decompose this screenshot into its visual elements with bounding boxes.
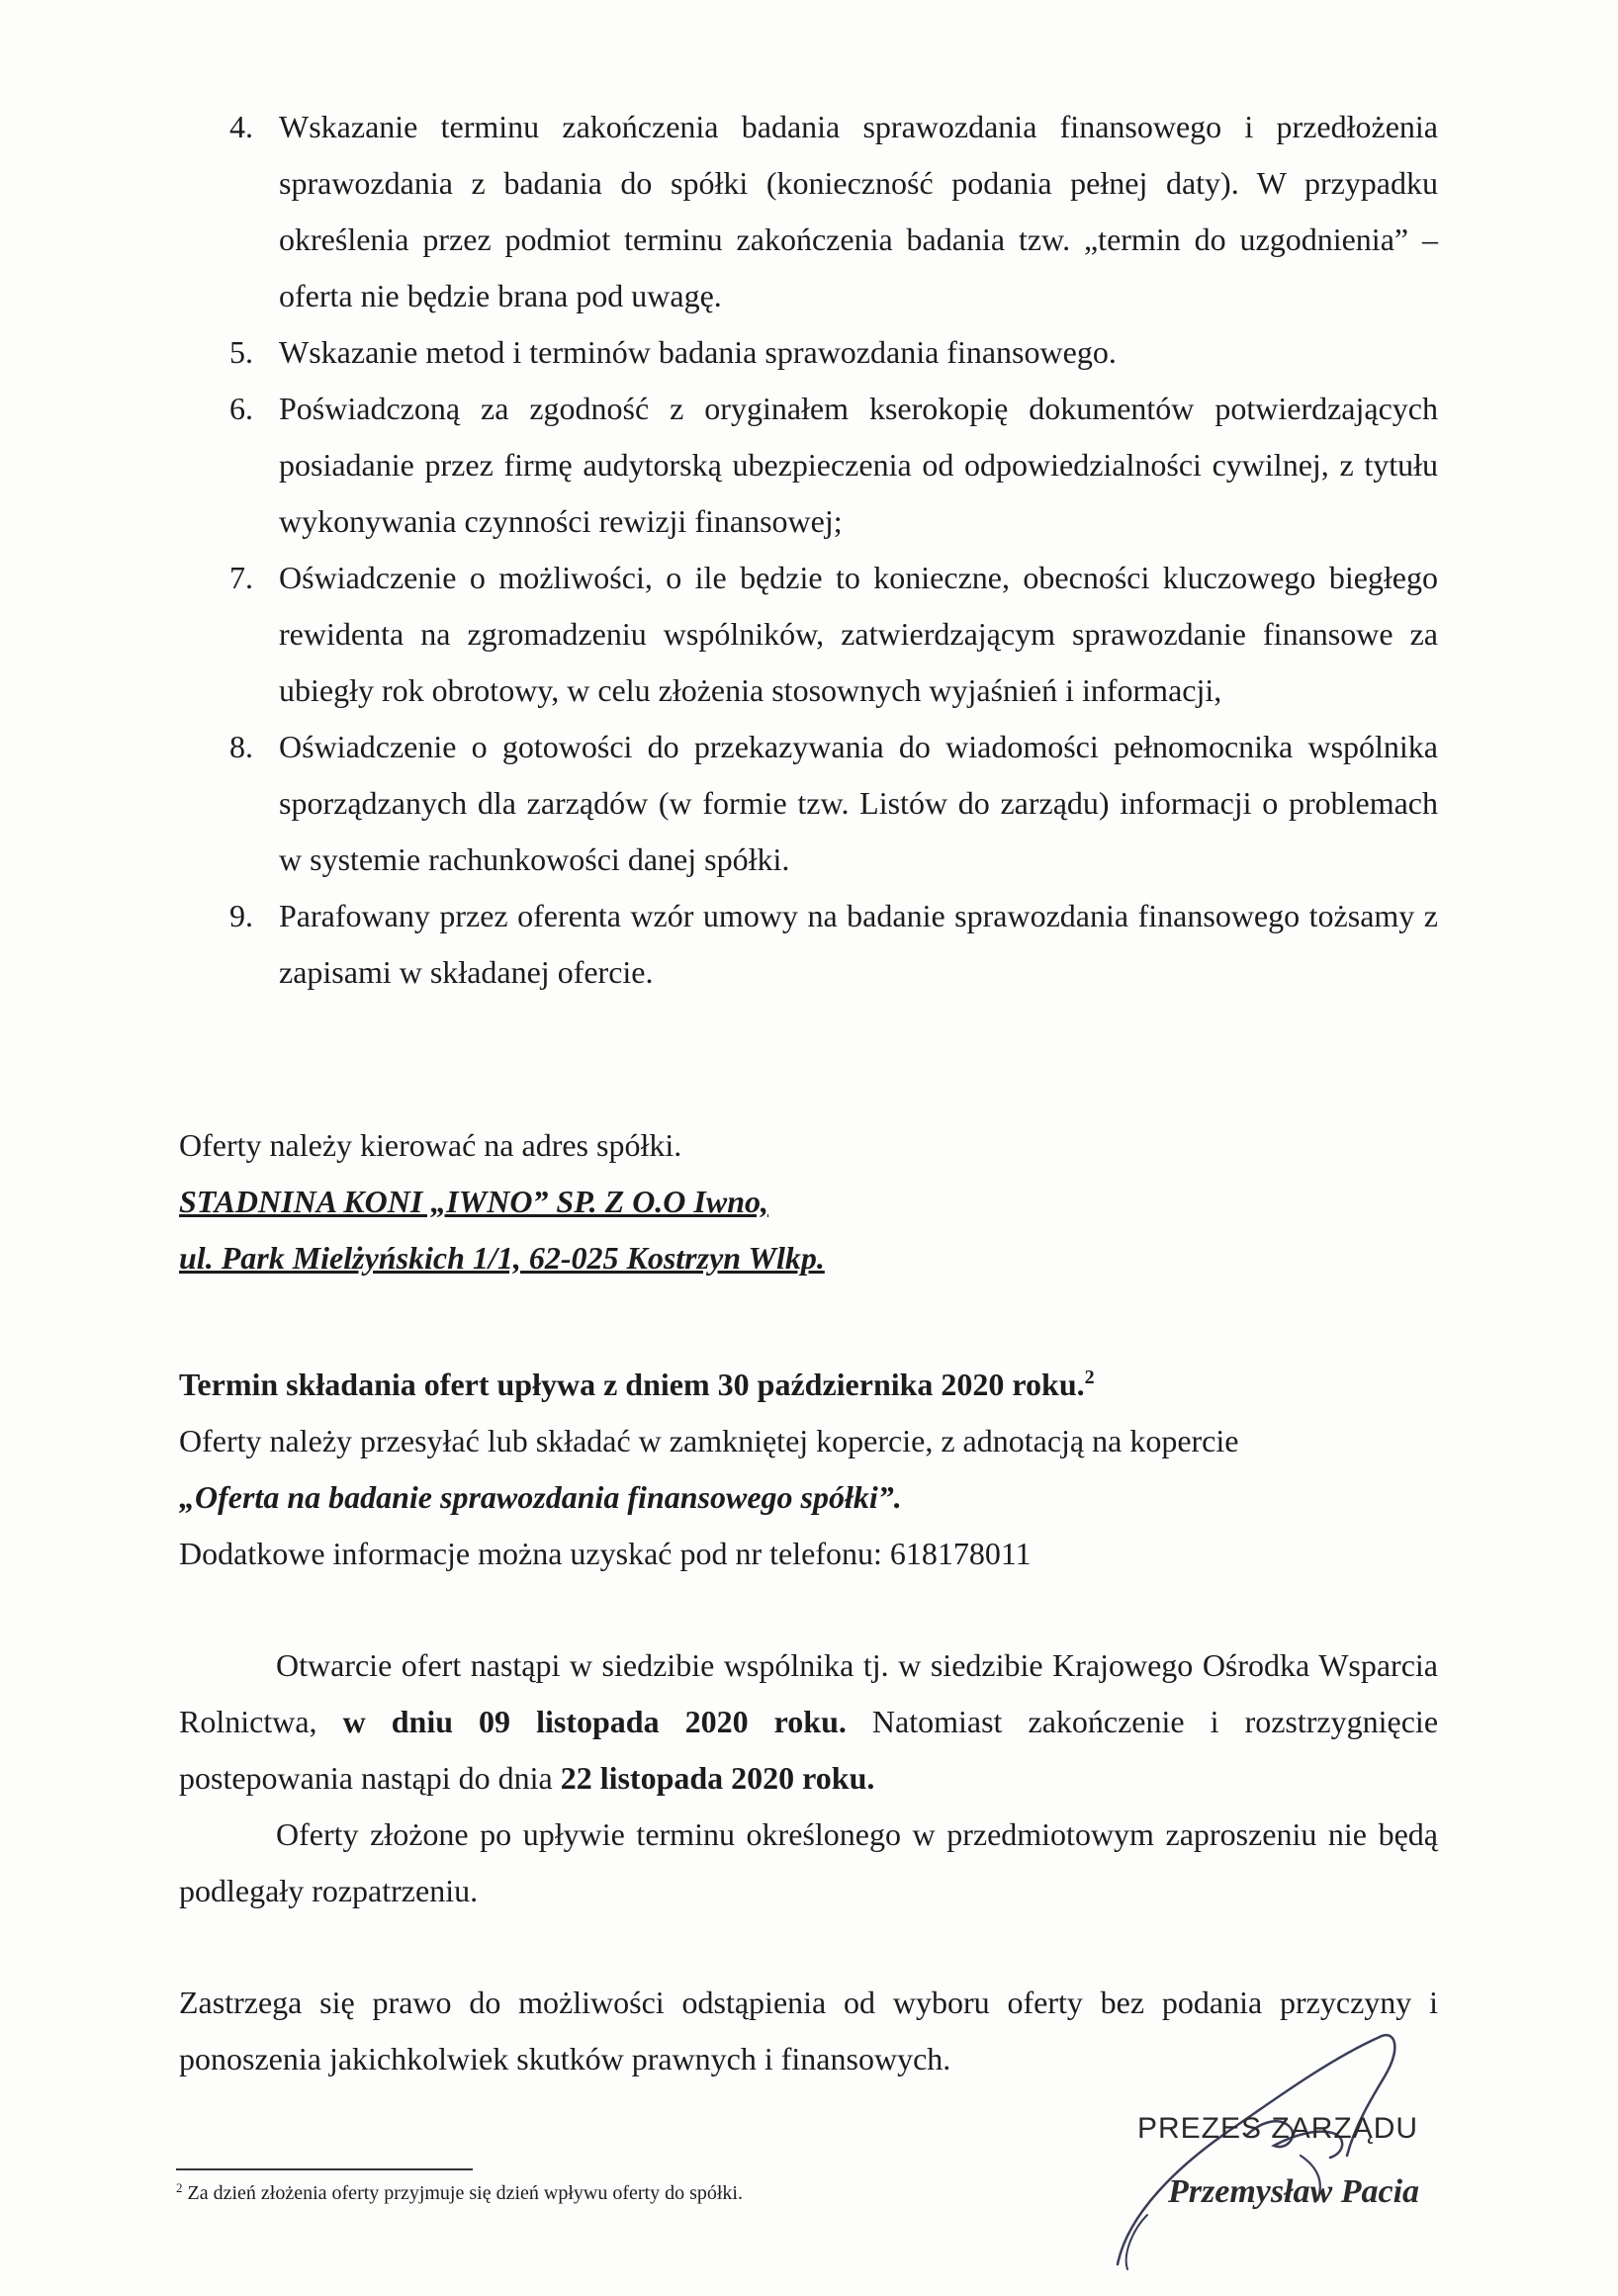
list-item-number: 6. (229, 391, 253, 426)
footnote-divider (176, 2168, 473, 2170)
late-offers-paragraph: Oferty złożone po upływie terminu określonego w przedmiotowym zaproszeniu nie będą podlegały rozpatrzeniu. (179, 1816, 1438, 1908)
submission-text: Oferty należy przesyłać lub składać w zamkniętej kopercie, z adnotacją na kopercie (179, 1423, 1239, 1458)
list-item-text: Parafowany przez oferenta wzór umowy na badanie sprawozdania finansowego tożsamy z zapisami w składanej ofercie. (279, 898, 1438, 990)
footnote-number: 2 (176, 2180, 183, 2195)
footnote (176, 2180, 743, 2206)
list-item (229, 324, 1438, 381)
footnote-text: Za dzień złożenia oferty przyjmuje się dzień wpływu oferty do spółki. (187, 2182, 743, 2204)
opening-text-1: Otwarcie ofert nastąpi w siedzibie wspólnika tj. w siedzibie Krajowego Ośrodka Wsparcia Rolnictwa, (179, 1647, 1438, 1739)
list-item-text: Wskazanie terminu zakończenia badania sprawozdania finansowego i przedłożenia sprawozdania z badania do spółki (konieczność podania pełnej daty). W przypadku określenia przez podmiot terminu zakończenia badania tzw. „termin do uzgodnienia” – oferta nie będzie brana pod uwagę. (279, 109, 1438, 313)
list-item-text: Poświadczoną za zgodność z oryginałem kserokopię dokumentów potwierdzających posiadanie przez firmę audytorską ubezpieczenia od odpowiedzialności cywilnej, z tytułu wykonywania czynności rewizji finansowej; (279, 391, 1438, 539)
list-item-number: 7. (229, 560, 253, 595)
opening-date: w dniu 09 listopada 2020 roku. (342, 1704, 847, 1739)
signatory-name: Przemysław Pacia (1168, 2173, 1420, 2210)
list-item-text: Oświadczenie o możliwości, o ile będzie to konieczne, obecności kluczowego biegłego rewidenta na zgromadzeniu wspólników, zatwierdzającym sprawozdanie finansowe za ubiegły rok obrotowy, w celu złożenia stosownych wyjaśnień i informacji, (279, 560, 1438, 708)
list-item-text: Oświadczenie o gotowości do przekazywania do wiadomości pełnomocnika wspólnika sporządzanych dla zarządów (w formie tzw. Listów do zarządu) informacji o problemach w systemie rachunkowości danej spółki. (279, 729, 1438, 877)
address-block (179, 1117, 1438, 1286)
requirements-list (229, 99, 1438, 1001)
list-item (229, 99, 1438, 324)
contact-info: Dodatkowe informacje można uzyskać pod nr telefonu: 618178011 (179, 1536, 1032, 1571)
address-street: ul. Park Mielżyńskich 1/1, 62-025 Kostrzyn Wlkp. (179, 1240, 825, 1276)
list-item (229, 888, 1438, 1001)
reservation-paragraph: Zastrzega się prawo do możliwości odstąpienia od wyboru oferty bez podania przyczyny i ponoszenia jakichkolwiek skutków prawnych i finansowych. (179, 1985, 1438, 2076)
address-intro: Oferty należy kierować na adres spółki. (179, 1127, 682, 1163)
list-item (229, 550, 1438, 719)
envelope-note: „Oferta na badanie sprawozdania finansowego spółki”. (179, 1479, 902, 1515)
signatory-title: PREZES ZARZĄDU (1137, 2112, 1419, 2145)
resolution-date: 22 listopada 2020 roku. (560, 1760, 875, 1796)
opening-text-2: Natomiast zakończenie i rozstrzygnięcie postepowania nastąpi do dnia (179, 1704, 1439, 1796)
deadline-block (179, 1357, 1438, 1582)
address-company: STADNINA KONI „IWNO” SP. Z O.O Iwno, (179, 1184, 768, 1219)
list-item (229, 381, 1438, 550)
list-item-number: 5. (229, 334, 253, 370)
list-item-number: 9. (229, 898, 253, 933)
handwritten-signature (1088, 2017, 1424, 2284)
footnote-reference: 2 (1084, 1367, 1095, 1388)
deadline-heading (179, 1357, 1438, 1413)
list-item-text: Wskazanie metod i terminów badania sprawozdania finansowego. (279, 334, 1117, 370)
list-item-number: 8. (229, 729, 253, 764)
opening-paragraph (179, 1637, 1438, 1807)
list-item (229, 719, 1438, 888)
list-item-number: 4. (229, 109, 253, 144)
deadline-heading-text: Termin składania ofert upływa z dniem 30 października 2020 roku. (179, 1367, 1085, 1402)
